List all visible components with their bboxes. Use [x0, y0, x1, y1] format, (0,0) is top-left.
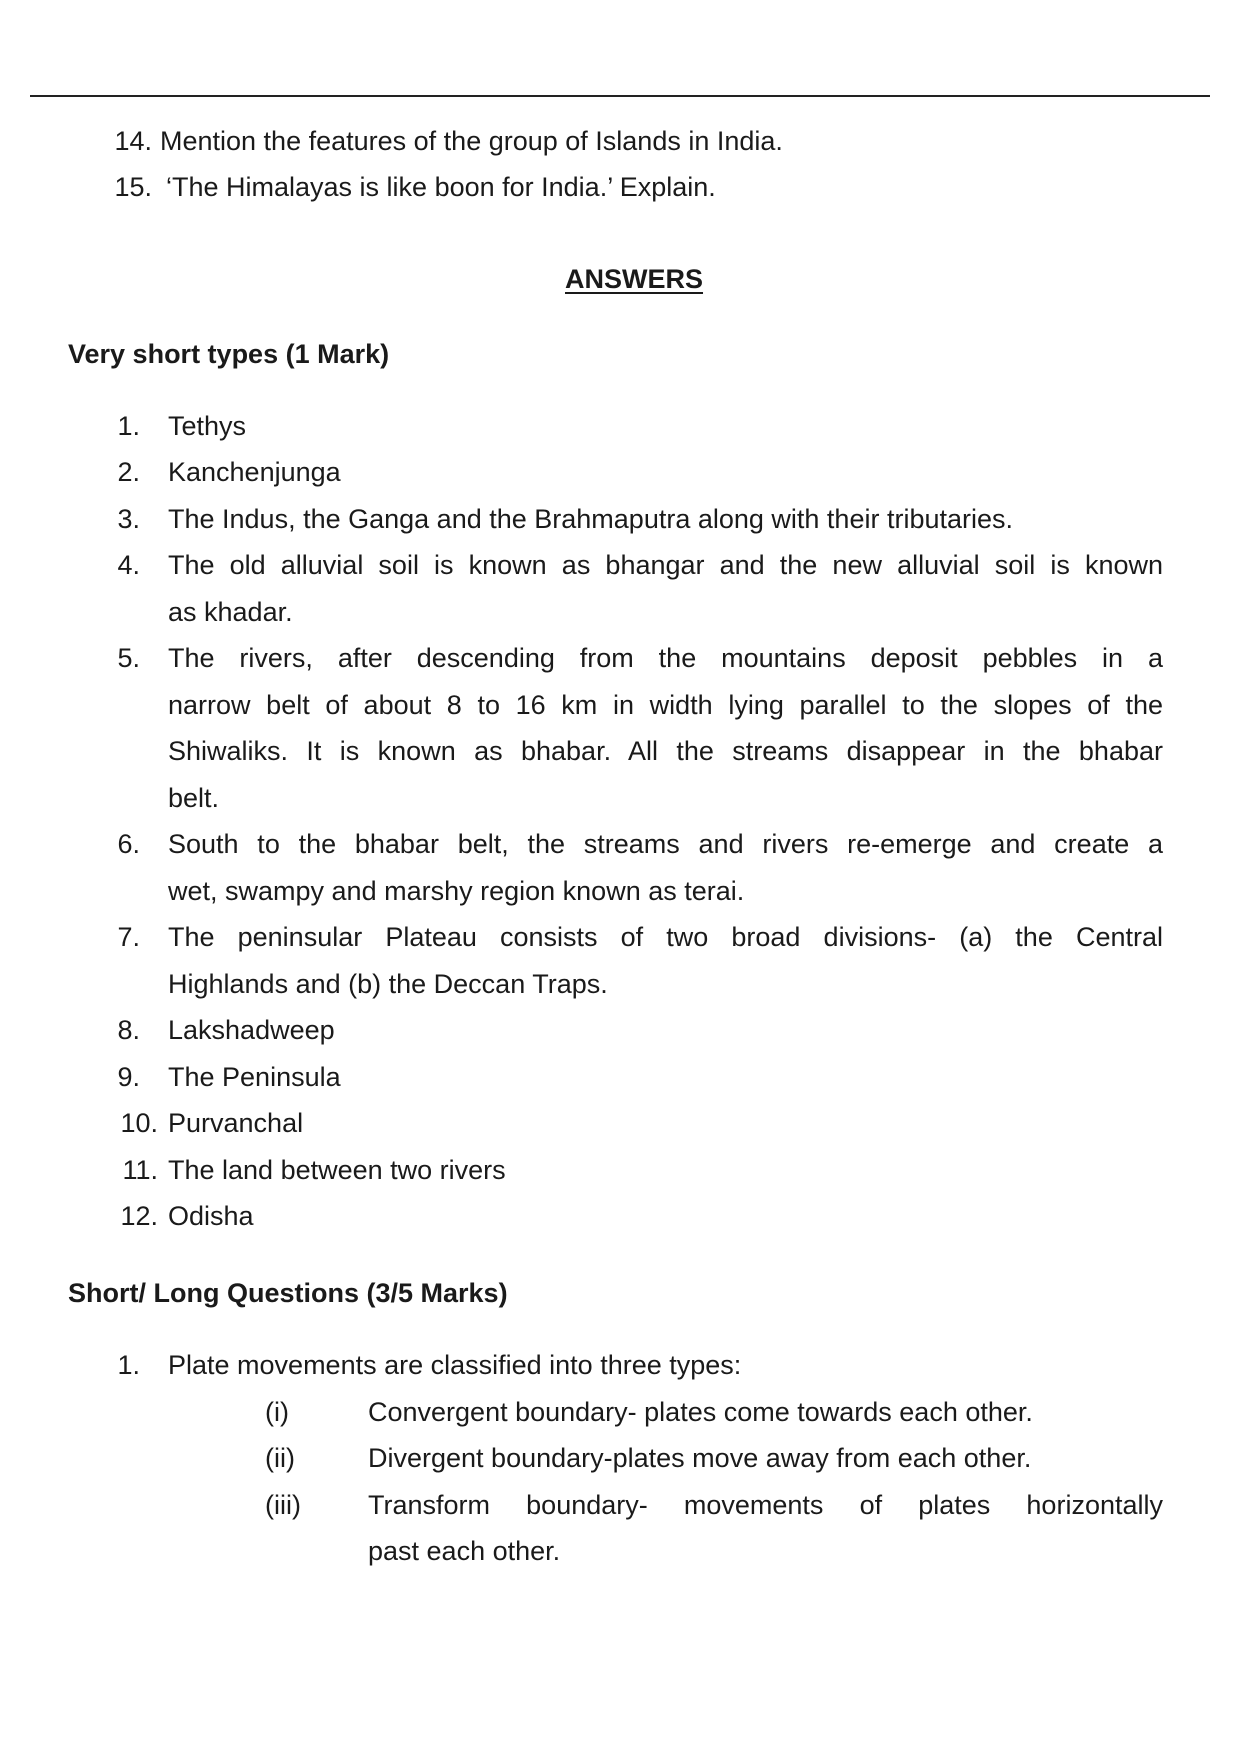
- answer-7-number: 7.: [117, 922, 140, 952]
- question-14-text: Mention the features of the group of Islands in India.: [160, 126, 783, 156]
- answer-9-text: The Peninsula: [168, 1062, 341, 1092]
- answer-6-line-2: wet, swampy and marshy region known as terai.: [168, 876, 745, 906]
- long-answer-1-text: Plate movements are classified into three types:: [168, 1350, 742, 1380]
- question-15-number: 15.: [114, 172, 152, 202]
- answer-2-number: 2.: [117, 457, 140, 487]
- answer-11-text: The land between two rivers: [168, 1155, 506, 1185]
- answer-1-text: Tethys: [168, 411, 247, 441]
- answer-3-number: 3.: [117, 504, 140, 534]
- answer-1-number: 1.: [117, 411, 140, 441]
- answer-5-line-4: belt.: [168, 783, 220, 813]
- answer-8-text: Lakshadweep: [168, 1015, 335, 1045]
- answer-5-line-1: The rivers, after descending from the mountains deposit pebbles in a: [168, 643, 1163, 673]
- answer-6-line-1: South to the bhabar belt, the streams and rivers re-emerge and create a: [168, 829, 1163, 859]
- answer-12-text: Odisha: [168, 1201, 254, 1231]
- sub-item-ii-text: Divergent boundary-plates move away from each other.: [368, 1443, 1032, 1473]
- answer-5-number: 5.: [117, 643, 140, 673]
- answer-4-line-1: The old alluvial soil is known as bhangar and the new alluvial soil is known: [168, 550, 1163, 580]
- sub-item-iii-label: (iii): [265, 1490, 301, 1520]
- answer-10-number: 10.: [120, 1108, 158, 1138]
- answer-5-line-3: Shiwaliks. It is known as bhabar. All the streams disappear in the bhabar: [168, 736, 1163, 766]
- answer-8-number: 8.: [117, 1015, 140, 1045]
- answer-2-text: Kanchenjunga: [168, 457, 341, 487]
- answer-5-line-2: narrow belt of about 8 to 16 km in width lying parallel to the slopes of the: [168, 690, 1163, 720]
- sub-item-ii-label: (ii): [265, 1443, 295, 1473]
- sub-item-iii-line-1: Transform boundary- movements of plates horizontally: [368, 1490, 1163, 1520]
- answer-9-number: 9.: [117, 1062, 140, 1092]
- answer-11-number: 11.: [122, 1155, 158, 1185]
- sub-item-iii-line-2: past each other.: [368, 1536, 561, 1566]
- answer-3-text: The Indus, the Ganga and the Brahmaputra along with their tributaries.: [168, 504, 1014, 534]
- answer-7-line-1: The peninsular Plateau consists of two broad divisions- (a) the Central: [168, 922, 1163, 952]
- sub-item-i-label: (i): [265, 1397, 289, 1427]
- short-long-heading: Short/ Long Questions (3/5 Marks): [68, 1278, 508, 1308]
- answer-12-number: 12.: [120, 1201, 158, 1231]
- answer-6-number: 6.: [117, 829, 140, 859]
- question-15-text: ‘The Himalayas is like boon for India.’ Explain.: [166, 172, 716, 202]
- long-answer-1-number: 1.: [117, 1350, 140, 1380]
- answers-title: ANSWERS: [565, 264, 704, 294]
- sub-item-i-text: Convergent boundary- plates come towards each other.: [368, 1397, 1033, 1427]
- answer-4-line-2: as khadar.: [168, 597, 293, 627]
- answer-4-number: 4.: [117, 550, 140, 580]
- top-horizontal-rule: [30, 95, 1210, 97]
- answer-7-line-2: Highlands and (b) the Deccan Traps.: [168, 969, 608, 999]
- very-short-heading: Very short types (1 Mark): [68, 339, 390, 369]
- question-14-number: 14.: [114, 126, 152, 156]
- answer-10-text: Purvanchal: [168, 1108, 304, 1138]
